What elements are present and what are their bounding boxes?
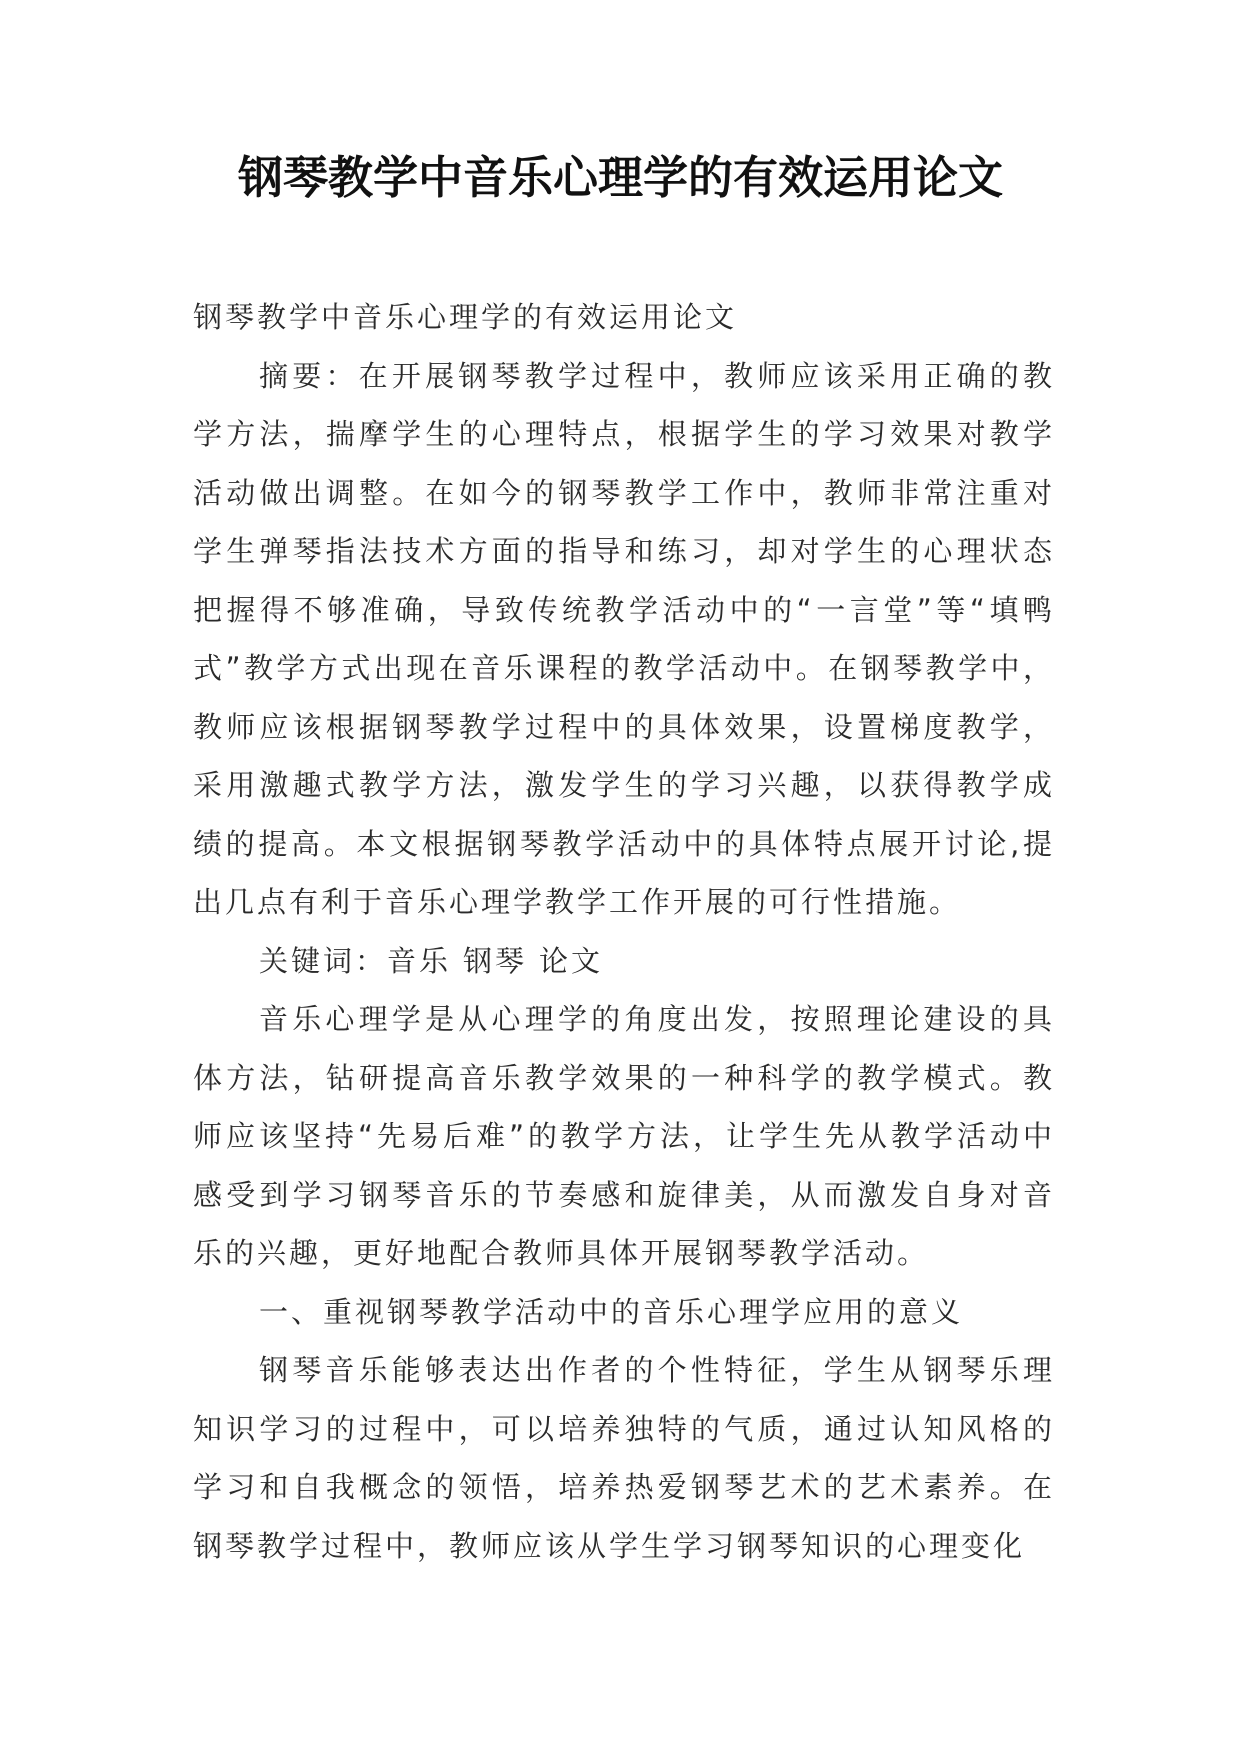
keyword-item: 论文 bbox=[539, 943, 604, 978]
document-body bbox=[193, 288, 1055, 1575]
keywords-line bbox=[193, 932, 1055, 991]
document-title: 钢琴教学中音乐心理学的有效运用论文 bbox=[237, 151, 1003, 204]
intro-paragraph: 音乐心理学是从心理学的角度出发，按照理论建设的具体方法，钻研提高音乐教学效果的一种科学的教学模式。教师应该坚持“先易后难”的教学方法，让学生先从教学活动中感受到学习钢琴音乐的节奏感和旋律美，从而激发自身对音乐的兴趣，更好地配合教师具体开展钢琴教学活动。 bbox=[193, 1002, 1055, 1270]
section-paragraph: 钢琴音乐能够表达出作者的个性特征，学生从钢琴乐理知识学习的过程中，可以培养独特的气质，通过认知风格的学习和自我概念的领悟，培养热爱钢琴艺术的艺术素养。在钢琴教学过程中，教师应该从学生学习钢琴知识的心理变化 bbox=[193, 1353, 1055, 1563]
section-heading: 一、重视钢琴教学活动中的音乐心理学应用的意义 bbox=[259, 1294, 964, 1329]
keyword-item: 钢琴 bbox=[463, 943, 528, 978]
keywords-label: 关键词： bbox=[259, 943, 388, 978]
keyword-item: 音乐 bbox=[387, 943, 452, 978]
abstract-paragraph: 摘要：在开展钢琴教学过程中，教师应该采用正确的教学方法，揣摩学生的心理特点，根据学生的学习效果对教学活动做出调整。在如今的钢琴教学工作中，教师非常注重对学生弹琴指法技术方面的指导和练习，却对学生的心理状态把握得不够准确，导致传统教学活动中的“一言堂”等“填鸭式”教学方式出现在音乐课程的教学活动中。在钢琴教学中，教师应该根据钢琴教学过程中的具体效果，设置梯度教学，采用激趣式教学方法，激发学生的学习兴趣，以获得教学成绩的提高。本文根据钢琴教学活动中的具体特点展开讨论,提出几点有利于音乐心理学教学工作开展的可行性措施。 bbox=[193, 358, 1055, 919]
article-subtitle: 钢琴教学中音乐心理学的有效运用论文 bbox=[193, 300, 738, 334]
